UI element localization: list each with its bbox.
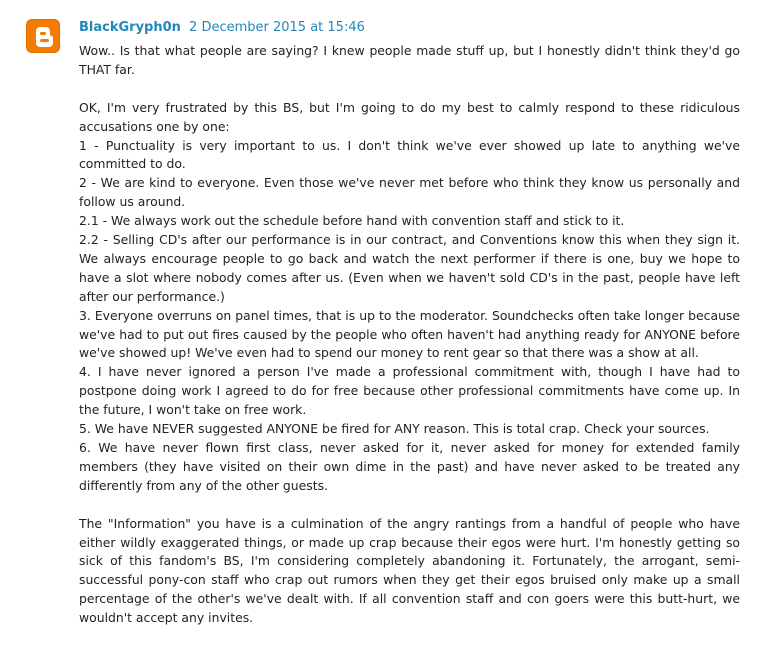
paragraph-spacer xyxy=(79,80,740,99)
comment-paragraph: 1 - Punctuality is very important to us. I don't think we've ever showed up late to anything we've committed to do. xyxy=(79,137,740,172)
comment-paragraph: 2.1 - We always work out the schedule before hand with convention staff and stick to it. xyxy=(79,213,625,229)
comment-paragraph: 5. We have NEVER suggested ANYONE be fired for ANY reason. This is total crap. Check your sources. xyxy=(79,421,710,437)
avatar[interactable] xyxy=(26,19,60,53)
comment-paragraph: 2.2 - Selling CD's after our performance is in our contract, and Conventions know this when they sign it. We always encourage people to go back and watch the next performer if there is one, buy we hope to have a slot where nobody comes after us. (Even when we haven't sold CD's in the past, people have left after our performance.) xyxy=(79,232,740,304)
blogger-icon xyxy=(34,26,54,48)
comment-paragraph: The "Information" you have is a culmination of the angry rantings from a handful of people who have either wildly exaggerated things, or made up crap because their egos were hurt. I'm honestly getting so sick of this fandom's BS, I'm considering completely abandoning it. Fortunately, the arrogant, semi-successful pony-con staff who crap out rumors when they get their egos bruised only make up a small percentage of the other's we've dealt with. If all convention staff and con goers were this butt-hurt, we wouldn't accept any invites. xyxy=(79,515,740,626)
comment-header xyxy=(79,18,365,38)
paragraph-spacer xyxy=(79,496,740,515)
comment-paragraph: 4. I have never ignored a person I've made a professional commitment with, though I have had to postpone doing work I agreed to do for free because other professional commitments have come up. In the future, I won't take on free work. xyxy=(79,364,740,418)
comment-paragraph: 2 - We are kind to everyone. Even those we've never met before who think they know us personally and follow us around. xyxy=(79,175,740,210)
comment-paragraph: 3. Everyone overruns on panel times, that is up to the moderator. Soundchecks often take longer because we've had to put out fires caused by the people who often haven't had anything ready for ANYONE before we've showed up! We've even had to spend our money to rent gear so that there was a show at all. xyxy=(79,307,740,361)
comment-paragraph: 6. We have never flown first class, never asked for it, never asked for money for extended family members (they have visited on their own dime in the past) and have never asked to be treated any differently from any of the other guests. xyxy=(79,440,740,493)
comment-paragraph: Wow.. Is that what people are saying? I knew people made stuff up, but I honestly didn't think they'd go THAT far. xyxy=(79,43,740,77)
timestamp-link[interactable]: 2 December 2015 at 15:46 xyxy=(189,20,365,35)
comment-body xyxy=(79,42,740,628)
author-link[interactable]: BlackGryph0n xyxy=(79,20,181,35)
comment-paragraph: OK, I'm very frustrated by this BS, but I'm going to do my best to calmly respond to these ridiculous accusations one by one: xyxy=(79,99,740,134)
